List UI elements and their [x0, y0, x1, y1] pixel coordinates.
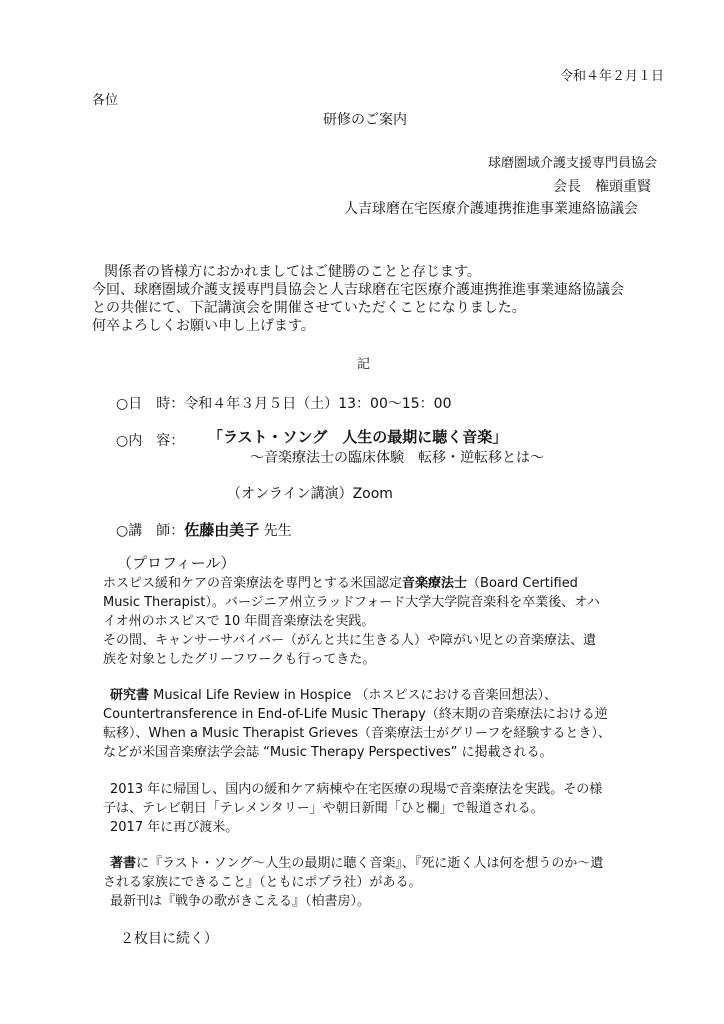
addressee: 各位	[92, 93, 119, 108]
profile-p1-line-1	[103, 577, 578, 590]
ki-mark: 記	[357, 357, 371, 372]
lecturer-label: ○講 師：	[116, 523, 185, 539]
document-title: 研修のご案内	[323, 112, 407, 128]
organizer-1: 球磨圏域介護支援専門員協会	[488, 156, 658, 171]
date-value: 令和４年３月５日（土）13：00〜15：00	[184, 396, 452, 412]
lecturer-row	[116, 522, 292, 538]
profile-p1-text-2: （Board Certified	[467, 576, 578, 591]
profile-p2-line-4: などが米国音楽療法学会誌 “Music Therapy Perspectives” に掲載される。	[103, 745, 553, 760]
profile-p4-line-3: 最新刊は『戦争の歌がきこえる』（柏書房）。	[110, 894, 371, 909]
profile-p3-line-1: 2013 年に帰国し、国内の緩和ケア病棟や在宅医療の現場で音楽療法を実践。その様	[110, 782, 603, 797]
profile-p3-line-2: 子は、テレビ朝日「テレメンタリー」や朝日新聞「ひと欄」で報道される。	[103, 801, 544, 816]
books-text: に『ラスト・ソング〜人生の最期に聴く音楽』、『死に逝く人は何を想うのか〜遺	[136, 856, 604, 871]
online-format: （オンライン講演）Zoom	[227, 486, 393, 502]
profile-p2-line-2: Countertransference in End-of-Life Music Therapy（終末期の音楽療法における逆	[103, 707, 608, 722]
date-row	[116, 397, 451, 411]
profile-p4-line-1	[110, 857, 603, 870]
content-label: ○内 容：	[116, 433, 185, 449]
profile-p1-line-3: イオ州のホスピスで 10 年間音楽療法を実践。	[103, 614, 375, 629]
lecturer-suffix: 先生	[259, 523, 292, 539]
research-label: 研究書	[110, 688, 150, 703]
profile-p4-line-2: される家族にできること』（ともにポプラ社）がある。	[103, 875, 422, 890]
intro-line-3: との共催にて、下記講演会を開催させていただくことになりました。	[92, 300, 526, 316]
lecture-title: 「ラスト・ソング 人生の最期に聴く音楽」	[208, 428, 508, 446]
profile-p1-line-4: その間、キャンサーサバイバー（がんと共に生きる人）や障がい児との音楽療法、遺	[103, 633, 596, 648]
president-name: 会長 権頭重賢	[553, 179, 651, 195]
lecture-subtitle: 〜音楽療法士の臨床体験 転移・逆転移とは〜	[250, 450, 544, 466]
intro-line-4: 何卒よろしくお願い申し上げます。	[92, 318, 315, 334]
profile-p1-text: ホスピス緩和ケアの音楽療法を専門とする米国認定	[103, 576, 403, 591]
books-label: 著書	[110, 856, 137, 871]
intro-line-1: 関係者の皆様方におかれましてはご健勝のことと存じます。	[104, 264, 481, 280]
organizer-2: 人吉球磨在宅医療介護連携推進事業連絡協議会	[344, 201, 638, 217]
profile-p2-line-1	[110, 689, 557, 702]
profile-p3-line-3: 2017 年に再び渡米。	[110, 820, 239, 835]
lecturer-name: 佐藤由美子	[184, 521, 260, 539]
continued-note: ２枚目に続く）	[120, 931, 218, 947]
profile-heading: （プロフィール）	[117, 554, 236, 572]
profile-p1-line-2: Music Therapist）。バージニア州立ラッドフォード大学大学院音楽科を卒業後、オハ	[103, 595, 601, 610]
profile-p1-line-5: 族を対象としたグリーフワークも行ってきた。	[103, 652, 376, 667]
intro-line-2: 今回、球磨圏域介護支援専門員協会と人吉球磨在宅医療介護連携推進事業連絡協議会	[92, 282, 624, 298]
profile-p1-bold: 音楽療法士	[402, 576, 468, 591]
research-text: Musical Life Review in Hospice （ホスピスにおける音楽回想法）、	[149, 688, 558, 703]
profile-p2-line-3: 転移）、When a Music Therapist Grieves（音楽療法士がグリーフを経験するとき）、	[103, 726, 611, 741]
document-date: 令和４年２月１日	[559, 69, 664, 84]
date-label: ○日 時：	[116, 396, 185, 412]
content-row	[116, 432, 184, 448]
